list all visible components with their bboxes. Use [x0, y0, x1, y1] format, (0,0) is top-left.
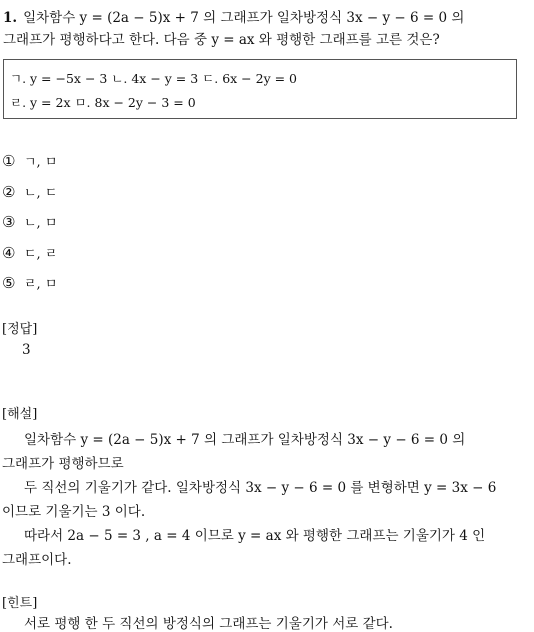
- explanation-line-3: 두 직선의 기울기가 같다. 일차방정식 3x − y − 6 = 0 를 변형하면 y = 3x − 6: [24, 480, 497, 496]
- choice-3[interactable]: [2, 212, 57, 231]
- choice-5[interactable]: [2, 273, 57, 292]
- choice-2[interactable]: [2, 182, 57, 201]
- choice-5-mark: ⑤: [2, 274, 16, 292]
- choice-2-mark: ②: [2, 183, 16, 201]
- options-box: [3, 59, 517, 119]
- hint-title: [힌트]: [2, 596, 38, 611]
- explanation-line-5: 따라서 2a − 5 = 3 , a = 4 이므로 y = ax 와 평행한 그래프는 기울기가 4 인: [24, 528, 486, 544]
- question-number: 1.: [3, 10, 18, 26]
- explanation-title: [해설]: [2, 407, 38, 422]
- choice-4-mark: ④: [2, 244, 16, 262]
- choice-3-text: ㄴ, ㅁ: [24, 216, 58, 231]
- choice-3-mark: ③: [2, 213, 16, 231]
- explanation-line-4: 이므로 기울기는 3 이다.: [2, 504, 146, 520]
- explanation-line-6: 그래프이다.: [2, 552, 72, 568]
- answer-value: 3: [22, 342, 31, 358]
- choice-1-text: ㄱ, ㅁ: [24, 155, 58, 170]
- explanation-line-2: 그래프가 평행하므로: [2, 456, 124, 472]
- choice-4[interactable]: [2, 243, 57, 262]
- hint-text: 서로 평행 한 두 직선의 방정식의 그래프는 기울기가 서로 같다.: [24, 616, 393, 632]
- choice-1-mark: ①: [2, 152, 16, 170]
- explanation-line-1: 일차함수 y = (2a − 5)x + 7 의 그래프가 일차방정식 3x − y − 6 = 0 의: [24, 432, 466, 448]
- choice-2-text: ㄴ, ㄷ: [24, 186, 58, 201]
- options-row-1: ㄱ. y = −5x − 3 ㄴ. 4x − y = 3 ㄷ. 6x − 2y = 0: [10, 71, 298, 86]
- question-line-1: [3, 6, 464, 26]
- options-row-2: ㄹ. y = 2x ㅁ. 8x − 2y − 3 = 0: [10, 95, 196, 110]
- choice-4-text: ㄷ, ㄹ: [24, 247, 58, 262]
- question-text-1: 일차함수 y = (2a − 5)x + 7 의 그래프가 일차방정식 3x − y − 6 = 0 의: [23, 10, 465, 26]
- question-line-2: 그래프가 평행하다고 한다. 다음 중 y = ax 와 평행한 그래프를 고른 것은?: [3, 32, 440, 48]
- choice-1[interactable]: [2, 151, 57, 170]
- choice-5-text: ㄹ, ㅁ: [24, 277, 58, 292]
- answer-title: [정답]: [2, 322, 38, 337]
